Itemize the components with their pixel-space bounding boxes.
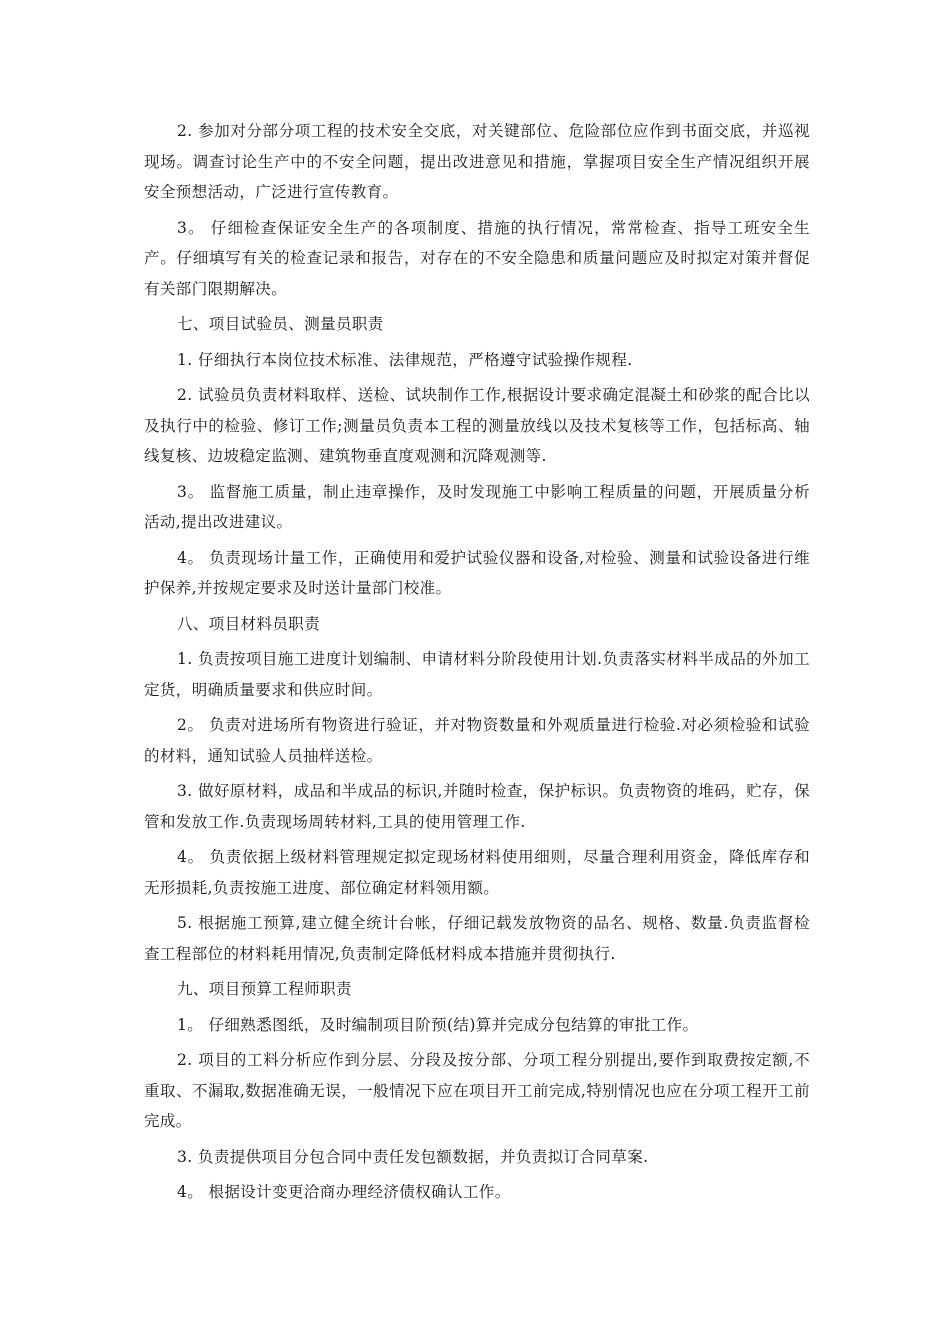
paragraph: 5. 根据施工预算,建立健全统计台帐，仔细记载发放物资的品名、规格、数量.负责监督检查工程部位的材料耗用情况,负责制定降低材料成本措施并贯彻执行. — [144, 914, 810, 963]
paragraph: 3. 做好原材料，成品和半成品的标识,并随时检查，保护标识。负责物资的堆码，贮存，保管和发放工作.负责现场周转材料,工具的使用管理工作. — [144, 782, 810, 831]
document-page — [144, 116, 810, 1213]
section-heading: 八、项目材料员职责 — [177, 614, 321, 633]
section-heading: 七、项目试验员、测量员职责 — [177, 315, 384, 333]
paragraph: 1. 负责按项目施工进度计划编制、申请材料分阶段使用计划.负责落实材料半成品的外加工定货，明确质量要求和供应时间。 — [144, 650, 810, 699]
paragraph: 4。 根据设计变更洽商办理经济债权确认工作。 — [177, 1183, 511, 1201]
paragraph: 3. 负责提供项目分包合同中责任发包额数据，并负责拟订合同草案. — [177, 1147, 649, 1166]
paragraph: 2. 项目的工料分析应作到分层、分段及按分部、分项工程分别提出,要作到取费按定额,不重取、不漏取,数据准确无误，一般情况下应在项目开工前完成,特别情况也应在分项工程开工前完成。 — [144, 1051, 810, 1130]
paragraph: 3。 仔细检查保证安全生产的各项制度、措施的执行情况，常常检查、指导工班安全生产。仔细填写有关的检查记录和报告，对存在的不安全隐患和质量问题应及时拟定对策并督促有关部门限期解决。 — [144, 218, 810, 298]
paragraph: 2。 负责对进场所有物资进行验证，并对物资数量和外观质量进行检验.对必须检验和试验的材料，通知试验人员抽样送检。 — [144, 716, 810, 765]
paragraph: 3。 监督施工质量，制止违章操作，及时发现施工中影响工程质量的问题，开展质量分析活动,提出改进建议。 — [144, 482, 810, 531]
paragraph: 4。 负责现场计量工作，正确使用和爱护试验仪器和设备,对检验、测量和试验设备进行维护保养,并按规定要求及时送计量部门校准。 — [144, 548, 810, 597]
paragraph: 2. 试验员负责材料取样、送检、试块制作工作,根据设计要求确定混凝土和砂浆的配合比以及执行中的检验、修订工作;测量员负责本工程的测量放线以及技术复核等工作，包括标高、轴线复核、边坡稳定监测、建筑物垂直度观测和沉降观测等. — [144, 386, 810, 465]
paragraph: 2. 参加对分部分项工程的技术安全交底，对关键部位、危险部位应作到书面交底，并巡视现场。调查讨论生产中的不安全问题，提出改进意见和措施，掌握项目安全生产情况组织开展安全预想活动，广泛进行宣传教育。 — [144, 122, 810, 201]
paragraph: 1. 仔细执行本岗位技术标准、法律规范，严格遵守试验操作规程. — [177, 350, 633, 369]
paragraph: 1。 仔细熟悉图纸，及时编制项目阶预(结)算并完成分包结算的审批工作。 — [177, 1015, 699, 1034]
paragraph: 4。 负责依据上级材料管理规定拟定现场材料使用细则，尽量合理利用资金，降低库存和无形损耗,负责按施工进度、部位确定材料领用额。 — [144, 848, 810, 897]
section-heading: 九、项目预算工程师职责 — [177, 980, 352, 998]
